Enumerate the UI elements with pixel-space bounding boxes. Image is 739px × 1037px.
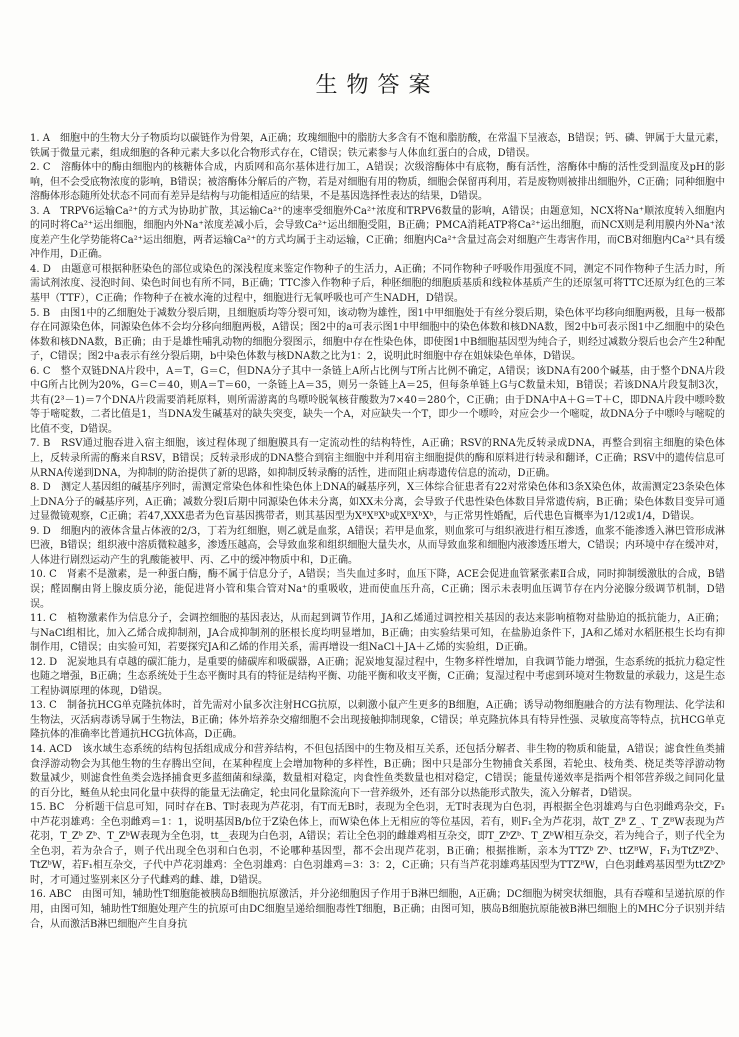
answer-text: D 测定人基因组的碱基序列时，需测定常染色体和性染色体上DNA的碱基序列，X三体综合征患者有22对常染色体和3条X染色体，故需测定23条染色体上DNA分子的碱基序列，A正确；减数分裂Ⅰ后期中同源染色体未分离，如XX未分离，会导致子代患性染色体数目异常遗传病，B正确；染色体数目变异可通过显微镜观察，C正确；若47,XXX患者为色盲基因携带者，则其基因型为XᴮXᴮXᵇ或XᴮXᵇXᵇ，与正常男性婚配，后代患色盲概率为1/12或1/4，D错误。: [30, 482, 725, 523]
answer-number: 2.: [30, 162, 40, 174]
answer-text: ABC 由图可知，辅助性T细胞能被胰岛B细胞抗原激活，并分泌细胞因子作用于B淋巴细胞，A正确；DC细胞为树突状细胞，具有吞噬和呈递抗原的作用，由图可知，辅助性T细胞处理产生的抗原可由DC细胞呈递给细胞毒性T细胞，B正确；由图可知，胰岛B细胞抗原能被B淋巴细胞上的MHC分子识别并结合，从而激活B淋巴细胞产生自身抗: [30, 889, 725, 930]
answer-text: C 整个双链DNA片段中，A＝T，G＝C，但DNA分子其中一条链上A所占比例与T所占比例不确定，A错误；该DNA有200个碱基，由于整个DNA片段中G所占比例为20%，G＝C＝40，则A＝T＝60，一条链上A＝35，则另一条链上A＝25，但每条单链上G与C数量未知，B错误；若该DNA片段复制3次，共有(2³－1)＝7个DNA片段需要消耗原料，则所需游离的鸟嘌呤脱氧核苷酸数为7×40＝280个，C正确；由于DNA中A＋G＝T＋C，即DNA片段中嘌呤数等于嘧啶数，二者比值是1，当DNA发生碱基对的缺失突变，缺失一个A，对应缺失一个T，即少一个嘌呤，对应会少一个嘧啶，故DNA分子中嘌呤与嘧啶的比值不变，D错误。: [30, 365, 725, 435]
answer-item: [30, 481, 725, 525]
page-title: 生物答案: [315, 73, 440, 98]
answer-text: D 由题意可根据种胚染色的部位或染色的深浅程度来鉴定作物种子的生活力，A正确；不同作物种子呼吸作用强度不同，测定不同作物种子生活力时，所需试剂浓度、浸泡时间、染色时间也有所不同，B正确；TTC渗入作物种子后，种胚细胞的细胞质基质和线粒体基质产生的还原氢可将TTC还原为红色的三苯基甲（TTF），C正确；作物种子在被水淹的过程中，细胞进行无氧呼吸也可产生NADH，D错误。: [30, 263, 725, 305]
answer-item: [30, 699, 725, 743]
answer-text: C 肾素不是激素，是一种蛋白酶，酶不属于信息分子，A错误；当失血过多时，血压下降，ACE会促进血管紧张素Ⅱ合成，同时抑制缓激肽的合成，B错误；醛固酮由肾上腺皮质分泌，能促进肾小管和集合管对Na⁺的重吸收，进而使血压升高，C正确；图示未表明血压调节存在内分泌腺分级调节机制，D错误。: [30, 569, 725, 610]
answer-number: 3.: [30, 205, 40, 217]
answer-list: [30, 132, 725, 932]
answer-text: BC 分析题干信息可知，同时存在B、T时表现为芦花羽，有T而无B时，表现为全色羽，无T时表现为白色羽，再根据全色羽雄鸡与白色羽雌鸡杂交，F₁中芦花羽雄鸡：全色羽雌鸡＝1：1，说明基因B/b位于Z染色体上，而W染色体上无相应的等位基因，若有，则F₁全为芦花羽，故T_Zᴮ Z_、T_ZᴮW表现为芦花羽，T_Zᵇ Zᵇ、T_ZᵇW表现为全色羽，tt__表现为白色羽，A错误；若让全色羽的雌雄鸡相互杂交，即T_ZᵇZᵇ、T_ZᵇW相互杂交，若为纯合子，则子代全为全色羽，若为杂合子，则子代出现全色羽和白色羽，不论哪种基因型，都不会出现芦花羽，B正确；根据推断，亲本为TTZᵇ Zᵇ、ttZᴮW，F₁为TtZᴮZᵇ、TtZᵇW，若F₁相互杂交，子代中芦花羽雄鸡：全色羽雄鸡：白色羽雄鸡＝3：3：2，C正确；只有当芦花羽雄鸡基因型为TTZᴮW，白色羽雌鸡基因型为ttZᵇZᵇ时，才可通过鉴别来区分子代雌鸡的雌、雄，D错误。: [30, 802, 725, 886]
answer-item: [30, 656, 725, 700]
answer-item: [30, 161, 725, 205]
answer-text: B 由图1中的乙细胞处于减数分裂后期，且细胞质均等分裂可知，该动物为雄性，图1中甲细胞处于有丝分裂后期，染色体平均移向细胞两极，且每一极都存在同源染色体，同源染色体不会均分移向细胞两极，A错误；图2中的a可表示图1中甲细胞中的染色体数和核DNA数，图2中b可表示图1中乙细胞中的染色体数和核DNA数，B正确；由于是雄性哺乳动物的细胞分裂图示，细胞中存在性染色体，即使图1中B细胞基因型为纯合子，则经过减数分裂后也会产生2种配子，C错误；图2中a表示有丝分裂后期，b中染色体数与核DNA数之比为1：2，说明此时细胞中存在姐妹染色单体，D错误。: [30, 307, 725, 363]
answer-number: 15.: [30, 802, 46, 814]
answer-text: D 泥炭地具有卓越的碳汇能力，是重要的储碳库和吸碳器，A正确；泥炭地复湿过程中，生物多样性增加，自我调节能力增强，生态系统的抵抗力稳定性也随之增强，B正确；生态系统处于生态平衡时具有的特征是结构平衡、功能平衡和收支平衡，C正确；复湿过程中考虑到环境对生物数量的承载力，这是生态工程协调原理的体现，D错误。: [30, 656, 725, 697]
answer-text: C 制备抗HCG单克隆抗体时，首先需对小鼠多次注射HCG抗原，以刺激小鼠产生更多的B细胞，A正确；诱导动物细胞融合的方法有物理法、化学法和生物法，灭活病毒诱导属于生物法，B正确；体外培养杂交瘤细胞不会出现接触抑制现象，C错误；单克隆抗体具有特异性强、灵敏度高等特点，抗HCG单克隆抗体的准确率比普通抗HCG抗体高，D正确。: [30, 700, 725, 741]
answer-text: D 细胞内的液体含量占体液的2/3，丁若为红细胞，则乙就是血浆，A错误；若甲是血浆，则血浆可与组织液进行相互渗透，血浆不能渗透入淋巴管形成淋巴液，B错误；组织液中溶质微粒越多，渗透压越高，会导致血浆和组织细胞大量失水，从而导致血浆和细胞内液渗透压增大，C错误；内环境中存在缓冲对，人体进行剧烈运动产生的乳酸能被甲、丙、乙中的缓冲物质中和，D正确。: [30, 525, 725, 566]
answer-number: 11.: [30, 613, 46, 625]
answer-item: [30, 307, 725, 365]
answer-number: 1.: [30, 133, 40, 144]
answer-number: 13.: [30, 700, 46, 712]
answer-item: [30, 132, 725, 161]
answer-item: [30, 888, 725, 932]
answer-number: 6.: [30, 365, 40, 377]
answer-text: A TRPV6运输Ca²⁺的方式为协助扩散，其运输Ca²⁺的速率受细胞外Ca²⁺浓度和TRPV6数量的影响，A错误；由题意知，NCX将Na⁺顺浓度转入细胞内的同时将Ca²⁺运出细胞，细胞内外Na⁺浓度差减小后，会导致Ca²⁺运出细胞受阻，B正确；PMCA消耗ATP将Ca²⁺运出细胞，而NCX则是利用膜内外Na⁺浓度差产生化学势能将Ca²⁺运出细胞，两者运输Ca²⁺的方式均属于主动运输，C正确；细胞内Ca²⁺含量过高会对细胞产生毒害作用，而CB对细胞内Ca²⁺具有缓冲作用，D正确。: [30, 205, 725, 261]
answer-item: [30, 801, 725, 888]
answer-item: [30, 205, 725, 263]
answer-text: B RSV通过胞吞进入宿主细胞，该过程体现了细胞膜具有一定流动性的结构特性，A正确；RSV的RNA先反转录成DNA，再整合到宿主细胞的染色体上，反转录所需的酶来自RSV，B错误；反转录形成的DNA整合到宿主细胞中并利用宿主细胞提供的酶和原料进行转录和翻译，C正确；RSV中的遗传信息可从RNA传递到DNA，为抑制的防治提供了新的思路，如抑制反转录酶的活性，进而阻止病毒遗传信息的流动，D正确。: [30, 438, 725, 479]
answer-text: ACD 该水域生态系统的结构包括组成成分和营养结构，不但包括图中的生物及相互关系，还包括分解者、非生物的物质和能量，A错误；滤食性鱼类捕食浮游动物会为其他生物的生存腾出空间，在某种程度上会增加物种的多样性，B正确；图中只是部分生物捕食关系图，若轮虫、枝角类、桡足类等浮游动物数量减少，则滤食性鱼类会选择捕食更多蓝细菌和绿藻，数量相对稳定，肉食性鱼类数量也相对稳定，C错误；能量传递效率是指两个相邻营养级之间同化量的百分比，鲢鱼从轮虫同化量中获得的能量无法确定，轮虫同化量除流向下一营养级外，还有部分以热能形式散失，流入分解者，D错误。: [30, 743, 725, 799]
answer-number: 16.: [30, 889, 46, 901]
answer-item: [30, 743, 725, 801]
answer-text: C 植物激素作为信息分子，会调控细胞的基因表达，从而起到调节作用，JA和乙烯通过调控相关基因的表达来影响植物对盐胁迫的抵抗能力，A正确；与NaCl组相比，加入乙烯合成抑制剂，JA合成抑制剂的胚根长度均明显增加，B正确；由实验结果可知，在盐胁迫条件下，JA和乙烯对水稻胚根生长均有抑制作用，C错误；由实验可知，若要探究JA和乙烯的作用关系，需再增设一组NaCl＋JA＋乙烯的实验组，D正确。: [30, 613, 725, 654]
answer-number: 5.: [30, 307, 40, 319]
answer-number: 14.: [30, 743, 46, 755]
answer-number: 12.: [30, 656, 46, 668]
answer-item: [30, 365, 725, 438]
answer-number: 9.: [30, 525, 40, 537]
answer-item: [30, 263, 725, 307]
answer-item: [30, 525, 725, 569]
answer-text: C 溶酶体中的酶由细胞内的核糖体合成，内质网和高尔基体进行加工，A错误；次级溶酶体中有底物，酶有活性，溶酶体中酶的活性受到温度及pH的影响，但不会受底物浓度的影响，B错误；被溶酶体分解后的产物，若是对细胞有用的物质，细胞会保留再利用，若是废物则被排出细胞外，C正确；同种细胞中溶酶体形态随所处状态不同而有差异是结构与功能相适应的结果，不是基因选择性表达的结果，D错误。: [30, 162, 725, 203]
answer-item: [30, 568, 725, 612]
answer-number: 10.: [30, 569, 46, 581]
answer-item: [30, 437, 725, 481]
answer-number: 8.: [30, 482, 40, 494]
answer-item: [30, 612, 725, 656]
answer-text: A 细胞中的生物大分子物质均以碳链作为骨架，A正确；玫瑰细胞中的脂肪大多含有不饱和脂肪酸，在常温下呈液态，B错误；钙、磷、钾属于大量元素，铁属于微量元素，组成细胞的各种元素大多以化合物形式存在，C错误；铁元素参与人体血红蛋白的合成，D错误。: [30, 133, 725, 159]
answer-number: 4.: [30, 263, 40, 275]
answer-number: 7.: [30, 438, 40, 450]
